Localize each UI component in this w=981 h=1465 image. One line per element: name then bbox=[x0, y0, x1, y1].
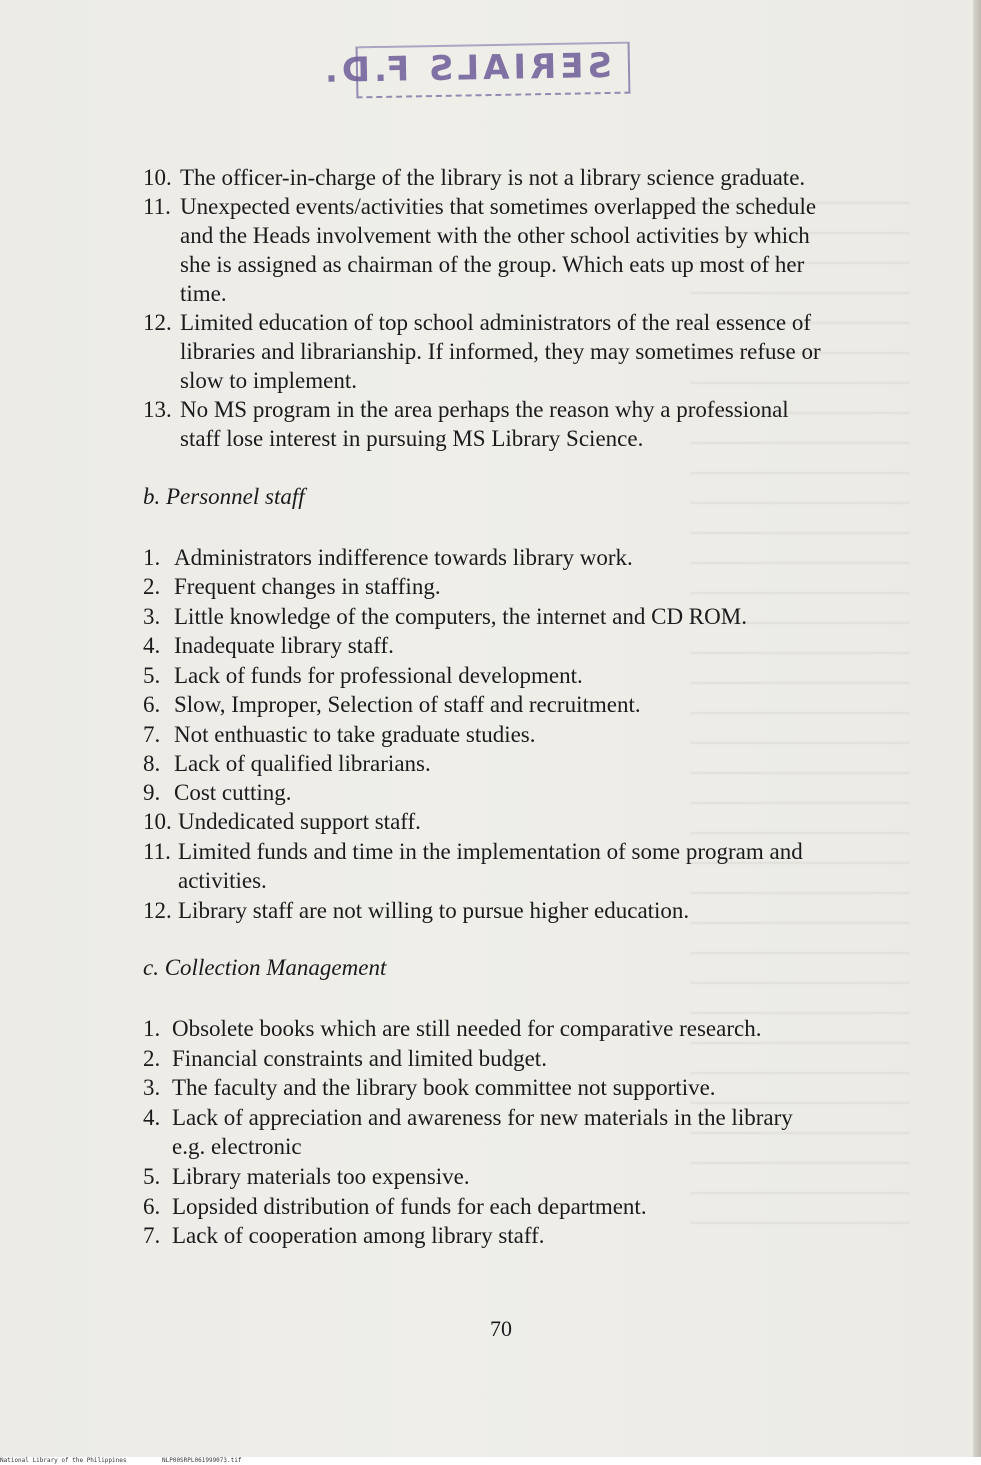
list-number: 8. bbox=[143, 751, 161, 776]
list-number: 9. bbox=[143, 780, 161, 805]
footer-institution: National Library of the Philippines bbox=[0, 1457, 127, 1464]
list-text: Frequent changes in staffing. bbox=[174, 574, 441, 599]
list-text: Lack of appreciation and awareness for new materials in the library bbox=[172, 1105, 793, 1130]
list-text: activities. bbox=[178, 868, 267, 893]
list-text: slow to implement. bbox=[180, 368, 357, 393]
list-text: Undedicated support staff. bbox=[178, 809, 421, 834]
list-number: 4. bbox=[143, 633, 161, 658]
list-text: Limited funds and time in the implementation of some program and bbox=[178, 839, 803, 864]
list-text: and the Heads involvement with the other school activities by which bbox=[180, 223, 810, 248]
list-number: 1. bbox=[143, 545, 161, 570]
list-text: Lack of cooperation among library staff. bbox=[172, 1223, 545, 1248]
list-text: libraries and librarianship. If informed, they may sometimes refuse or bbox=[180, 339, 821, 364]
footer-file: NLP00SRPL061999073.tif bbox=[162, 1457, 242, 1464]
list-text: The officer-in-charge of the library is not a library science graduate. bbox=[180, 165, 806, 190]
list-number: 5. bbox=[143, 1164, 161, 1189]
list-number: 6. bbox=[143, 1194, 161, 1219]
list-number: 5. bbox=[143, 663, 161, 688]
list-number: 3. bbox=[143, 1075, 161, 1100]
list-number: 6. bbox=[143, 692, 161, 717]
list-text: Obsolete books which are still needed for comparative research. bbox=[172, 1016, 762, 1041]
list-text: Library staff are not willing to pursue higher education. bbox=[178, 898, 690, 923]
list-text: Limited education of top school administrators of the real essence of bbox=[180, 310, 812, 335]
list-number: 12. bbox=[143, 310, 172, 335]
list-number: 2. bbox=[143, 574, 161, 599]
list-text: No MS program in the area perhaps the reason why a professional bbox=[180, 397, 789, 422]
list-number: 7. bbox=[143, 722, 161, 747]
list-text: Lack of funds for professional development. bbox=[174, 663, 583, 688]
stamp-text: SERIALS F.D. bbox=[320, 45, 613, 91]
list-text: Unexpected events/activities that sometimes overlapped the schedule bbox=[180, 194, 817, 219]
list-text: Little knowledge of the computers, the internet and CD ROM. bbox=[174, 604, 747, 629]
list-text: Lack of qualified librarians. bbox=[174, 751, 431, 776]
list-text: Administrators indifference towards library work. bbox=[174, 545, 633, 570]
list-number: 13. bbox=[143, 397, 172, 422]
list-number: 10. bbox=[143, 165, 172, 190]
list-text: The faculty and the library book committee not supportive. bbox=[172, 1075, 716, 1100]
list-text: Lopsided distribution of funds for each department. bbox=[172, 1194, 647, 1219]
section-heading-personnel: b. Personnel staff bbox=[143, 484, 305, 509]
list-text: Financial constraints and limited budget. bbox=[172, 1046, 547, 1071]
section-heading-collection-management: c. Collection Management bbox=[143, 955, 387, 980]
list-number: 1. bbox=[143, 1016, 161, 1041]
list-number: 2. bbox=[143, 1046, 161, 1071]
list-number: 11. bbox=[143, 194, 171, 219]
list-text: Slow, Improper, Selection of staff and recruitment. bbox=[174, 692, 641, 717]
list-number: 4. bbox=[143, 1105, 161, 1130]
list-text: Inadequate library staff. bbox=[174, 633, 394, 658]
list-text: Cost cutting. bbox=[174, 780, 292, 805]
list-text: e.g. electronic bbox=[172, 1134, 302, 1159]
list-text: she is assigned as chairman of the group. Which eats up most of her bbox=[180, 252, 805, 277]
list-number: 10. bbox=[143, 809, 172, 834]
list-number: 7. bbox=[143, 1223, 161, 1248]
list-number: 12. bbox=[143, 898, 172, 923]
list-text: Not enthuastic to take graduate studies. bbox=[174, 722, 536, 747]
list-text: time. bbox=[180, 281, 227, 306]
scan-footer bbox=[0, 1457, 981, 1465]
list-number: 11. bbox=[143, 839, 171, 864]
page-number: 70 bbox=[490, 1316, 512, 1341]
list-text: staff lose interest in pursuing MS Library Science. bbox=[180, 426, 644, 451]
list-number: 3. bbox=[143, 604, 161, 629]
list-text: Library materials too expensive. bbox=[172, 1164, 470, 1189]
